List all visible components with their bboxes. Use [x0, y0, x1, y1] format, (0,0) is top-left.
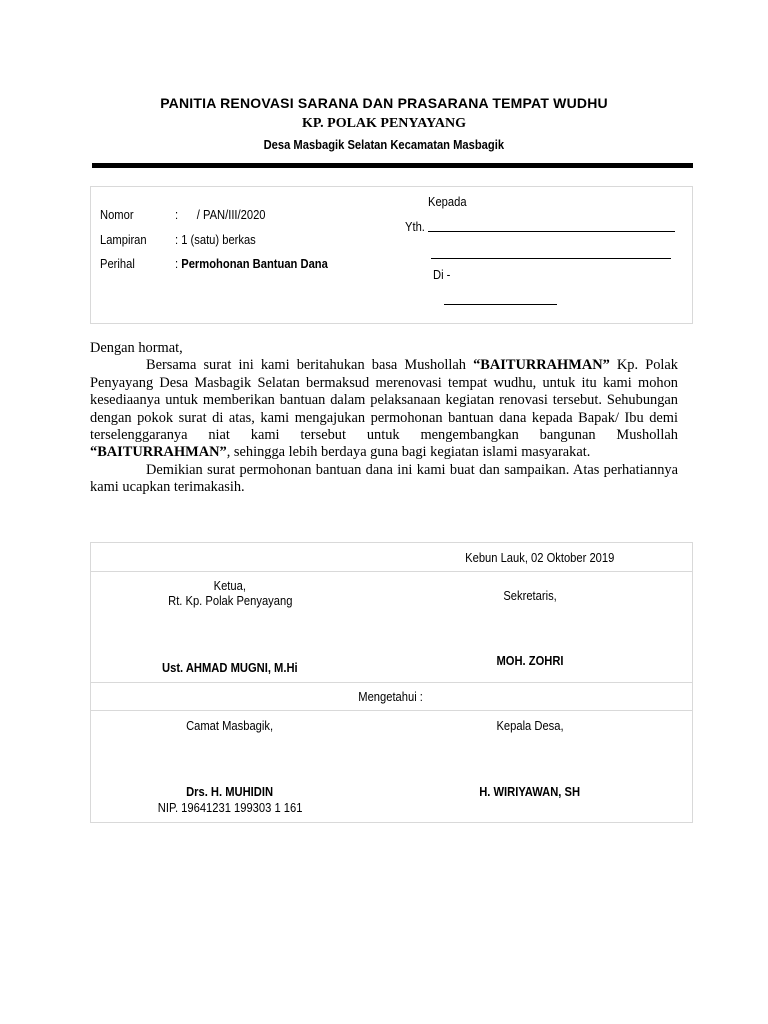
mengetahui-text: Mengetahui :	[358, 689, 423, 704]
ketua-name-text: Ust. AHMAD MUGNI, M.Hi	[162, 660, 298, 675]
camat-nip	[90, 800, 370, 815]
lampiran-label-text: Lampiran	[100, 232, 147, 247]
place-date	[390, 550, 690, 565]
paragraph-1-part-c: , sehingga lebih berdaya guna bagi kegiatan islami masyarakat.	[226, 444, 591, 461]
camat-name-text: Drs. H. MUHIDIN	[186, 784, 274, 799]
yth-text: Yth.	[405, 219, 425, 234]
kades-name-text: H. WIRIYAWAN, SH	[479, 784, 581, 799]
camat-title	[90, 718, 370, 733]
perihal-label	[100, 256, 140, 271]
sekretaris-name	[380, 653, 680, 668]
lampiran-label	[100, 232, 154, 247]
kades-title	[380, 718, 680, 733]
sekretaris-name-text: MOH. ZOHRI	[496, 653, 564, 668]
place-date-text: Kebun Lauk, 02 Oktober 2019	[465, 550, 615, 565]
lampiran-value-text: : 1 (satu) berkas	[175, 232, 256, 247]
org-title: PANITIA RENOVASI SARANA DAN PRASARANA TEMPAT WUDHU	[160, 95, 608, 111]
sig-divider-1	[90, 571, 693, 572]
sekretaris-title	[380, 588, 680, 603]
mushollah-name-2: “BAITURRAHMAN”	[90, 444, 227, 461]
ketua-title-2: Rt. Kp. Polak Penyayang	[167, 593, 293, 608]
perihal-value	[175, 256, 353, 271]
di-label	[433, 267, 453, 282]
recipient-line-1	[428, 231, 675, 232]
kades-title-text: Kepala Desa,	[496, 718, 564, 733]
ketua-name	[90, 660, 370, 675]
greeting: Dengan hormat,	[90, 340, 183, 356]
letter-body	[90, 340, 678, 497]
kades-name	[380, 784, 680, 799]
mushollah-name: “BAITURRAHMAN”	[473, 357, 610, 374]
paragraph-1-part-b: Kp. Polak Penyayang Desa Masbagik Selatan bermaksud merenovasi tempat wudhu, untuk itu kami mohon kesediaanya untuk memberikan bantuan dalam pelaksanaan kegiatan renovasi tersebut. Sehubungan dengan pokok surat di atas, kami mengajukan permohonan bantuan dana kepada Bapak/ Ibu demi terselenggaranya niat kami tersebut untuk mengembangkan bangunan Mushollah	[90, 357, 678, 444]
org-address	[0, 137, 768, 152]
paragraph-1	[90, 357, 678, 461]
perihal-value-text: Permohonan Bantuan Dana	[181, 256, 328, 271]
sig-divider-3	[90, 710, 693, 711]
kepada-label	[428, 194, 473, 209]
paragraph-2: Demikian surat permohonan bantuan dana ini kami buat dan sampaikan. Atas perhatiannya kami ucapkan terimakasih.	[90, 461, 678, 496]
perihal-colon: :	[175, 256, 179, 271]
nomor-value-text: : / PAN/III/2020	[175, 207, 266, 222]
org-subtitle: KP. POLAK PENYAYANG	[301, 116, 467, 131]
sekretaris-title-text: Sekretaris,	[503, 588, 557, 603]
nomor-label-text: Nomor	[100, 207, 134, 222]
org-address-text: Desa Masbagik Selatan Kecamatan Masbagik	[263, 137, 505, 152]
lampiran-value	[175, 232, 269, 247]
ketua-title	[90, 578, 370, 608]
perihal-label-text: Perihal	[100, 256, 135, 271]
ketua-title-1: Ketua,	[213, 578, 247, 593]
camat-nip-text: NIP. 19641231 199303 1 161	[157, 800, 303, 815]
recipient-line-2	[431, 258, 671, 259]
recipient-line-3	[444, 304, 557, 305]
nomor-label	[100, 207, 139, 222]
nomor-value	[175, 207, 280, 222]
header-divider	[92, 163, 693, 168]
di-text: Di -	[433, 267, 451, 282]
kepada-text: Kepada	[428, 194, 467, 209]
camat-name	[90, 784, 370, 799]
mengetahui	[90, 689, 691, 704]
yth-label	[405, 219, 428, 234]
camat-title-text: Camat Masbagik,	[186, 718, 274, 733]
sig-divider-2	[90, 682, 693, 683]
paragraph-1-part-a: Bersama surat ini kami beritahukan basa Mushollah	[146, 357, 474, 374]
